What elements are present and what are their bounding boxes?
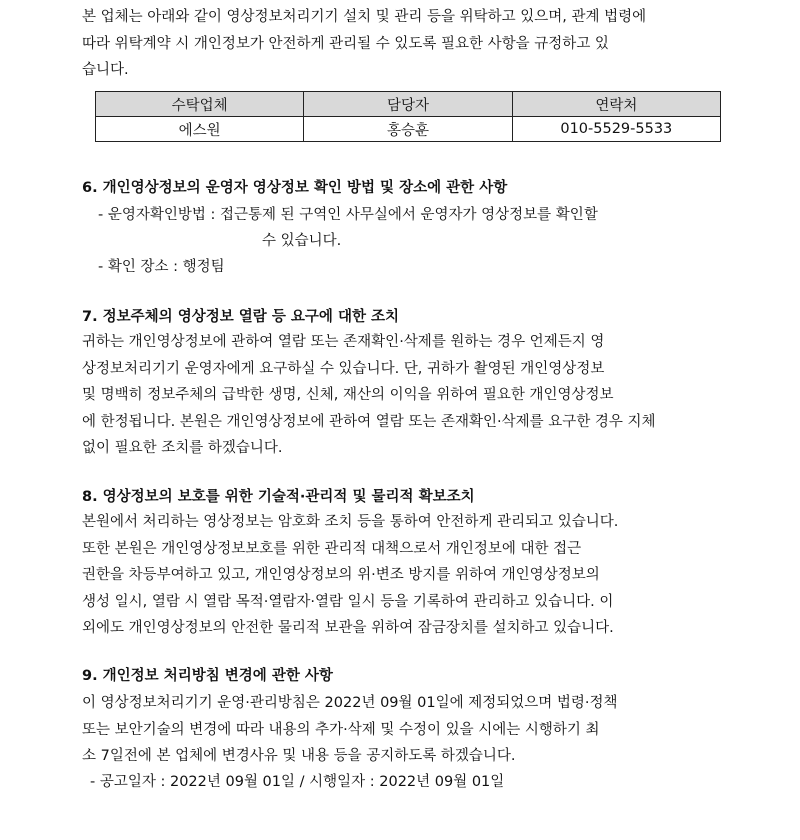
section8-heading: 8. 영상정보의 보호를 위한 기술적·관리적 및 물리적 확보조치 [82,489,475,505]
section7-line: 없이 필요한 조치를 하겠습니다. [82,440,283,456]
section8-line: 권한을 차등부여하고 있고, 개인영상정보의 위·변조 방지를 위하여 개인영상정보의 [82,567,600,583]
vendor-table [95,91,721,142]
table-row [96,117,721,142]
section9-line: 이 영상정보처리기기 운영·관리방침은 2022년 09월 01일에 제정되었으며 법령·정책 [82,695,618,711]
header-contact: 연락처 [512,92,720,117]
intro-line: 따라 위탁계약 시 개인정보가 안전하게 관리될 수 있도록 필요한 사항을 규정하고 있 [82,35,609,52]
section8-line: 외에도 개인영상정보의 안전한 물리적 보관을 위하여 잠금장치를 설치하고 있습니다. [82,620,614,636]
header-manager: 담당자 [304,92,512,117]
intro-paragraph [82,4,724,84]
section7-body [82,329,724,462]
intro-line: 본 업체는 아래와 같이 영상정보처리기기 설치 및 관리 등을 위탁하고 있으며, 관계 법령에 [82,9,647,25]
section8-line: 본원에서 처리하는 영상정보는 암호화 조치 등을 통하여 안전하게 관리되고 있습니다. [82,514,619,530]
header-vendor: 수탁업체 [96,92,304,117]
cell-vendor: 에스원 [96,117,304,142]
section9-heading: 9. 개인정보 처리방침 변경에 관한 사항 [82,668,333,684]
cell-manager: 홍승훈 [304,117,512,142]
section9-body [82,690,724,770]
section9-line: 소 7일전에 본 업체에 변경사유 및 내용 등을 공지하도록 하겠습니다. [82,748,516,764]
section9-line: 또는 보안기술의 변경에 따라 내용의 추가·삭제 및 수정이 있을 시에는 시행하기 최 [82,721,600,738]
section8-line: 또한 본원은 개인영상정보보호를 위한 관리적 대책으로서 개인정보에 대한 접근 [82,540,582,557]
section7-line: 상정보처리기기 운영자에게 요구하실 수 있습니다. 단, 귀하가 촬영된 개인영상정보 [82,360,605,377]
section8-line: 생성 일시, 열람 시 열람 목적·열람자·열람 일시 등을 기록하여 관리하고 있습니다. 이 [82,593,614,610]
section7-heading: 7. 정보주체의 영상정보 열람 등 요구에 대한 조치 [82,309,400,325]
section7-line: 귀하는 개인영상정보에 관하여 열람 또는 존재확인·삭제를 원하는 경우 언제든지 영 [82,334,605,350]
section6-place: - 확인 장소 : 행정팀 [98,259,225,275]
section7-line: 에 한정됩니다. 본원은 개인영상정보에 관하여 열람 또는 존재확인·삭제를 요구한 경우 지체 [82,413,656,430]
section8-body [82,509,724,642]
section6-method-cont: 수 있습니다. [262,233,342,249]
section7-line: 및 명백히 정보주체의 급박한 생명, 신체, 재산의 이익을 위하여 필요한 개인영상정보 [82,387,614,403]
section6-method: - 운영자확인방법 : 접근통제 된 구역인 사무실에서 운영자가 영상정보를 확인할 [98,207,598,223]
section9-dates: - 공고일자 : 2022년 09월 01일 / 시행일자 : 2022년 09월 01일 [90,774,505,790]
table-header-row [96,92,721,117]
cell-contact: 010-5529-5533 [512,117,720,142]
section6-heading: 6. 개인영상정보의 운영자 영상정보 확인 방법 및 장소에 관한 사항 [82,180,508,196]
intro-line: 습니다. [82,62,129,78]
